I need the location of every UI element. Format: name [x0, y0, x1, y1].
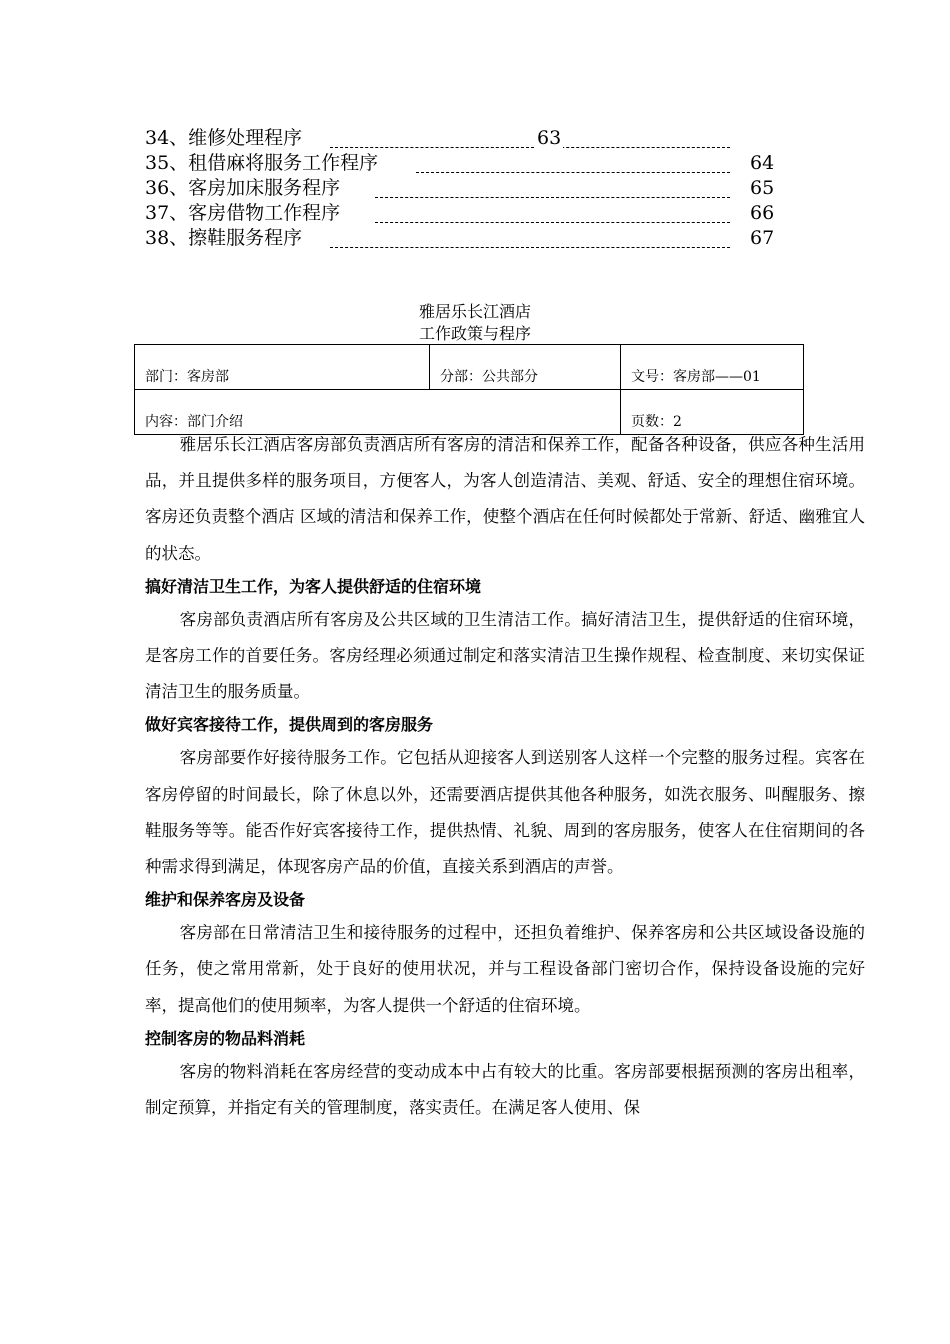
table-of-contents [145, 126, 785, 251]
document-info-table [134, 344, 804, 435]
toc-entry-page: 66 [750, 202, 775, 224]
department-cell: 部门：客房部 [135, 345, 430, 390]
toc-entry[interactable] [145, 176, 785, 201]
subdivision-cell: 分部：公共部分 [430, 345, 621, 390]
toc-entry-page: 65 [750, 177, 775, 199]
toc-leader-dots [330, 247, 730, 248]
toc-entry-label: 36、客房加床服务程序 [145, 176, 344, 201]
toc-leader-dots [375, 222, 730, 223]
toc-leader-dots [330, 147, 730, 148]
section-heading: 做好宾客接待工作，提供周到的客房服务 [145, 715, 434, 735]
section-paragraph: 客房部在日常清洁卫生和接待服务的过程中，还担负着维护、保养客房和公共区域设备设施的任务，使之常用常新，处于良好的使用状况，并与工程设备部门密切合作，保持设备设施的完好率，提高他们的使用频率，为客人提供一个舒适的住宿环境。 [145, 923, 865, 1015]
content-cell: 内容：部门介绍 [135, 390, 621, 435]
toc-entry-page: 67 [750, 227, 775, 249]
page-count-cell: 页数：2 [621, 390, 804, 435]
doc-number-cell: 文号：客房部——01 [621, 345, 804, 390]
section-heading: 控制客房的物品料消耗 [145, 1028, 306, 1048]
toc-entry[interactable] [145, 126, 785, 151]
toc-leader-dots [416, 172, 730, 173]
section-paragraph: 客房的物料消耗在客房经营的变动成本中占有较大的比重。客房部要根据预测的客房出租率，制定预算，并指定有关的管理制度，落实责任。在满足客人使用、保 [145, 1061, 865, 1118]
toc-entry[interactable] [145, 226, 785, 251]
toc-entry[interactable] [145, 151, 785, 176]
toc-entry[interactable] [145, 201, 785, 226]
hotel-name: 雅居乐长江酒店 [418, 302, 531, 321]
section-paragraph: 客房部负责酒店所有客房及公共区域的卫生清洁工作。搞好清洁卫生，提供舒适的住宿环境，是客房工作的首要任务。客房经理必须通过制定和落实清洁卫生操作规程、检查制度、来切实保证清洁卫生的服务质量。 [145, 609, 865, 702]
document-subtitle: 工作政策与程序 [418, 324, 531, 343]
section-paragraph: 客房部要作好接待服务工作。它包括从迎接客人到送别客人这样一个完整的服务过程。宾客在客房停留的时间最长，除了休息以外，还需要酒店提供其他各种服务，如洗衣服务、叫醒服务、擦鞋服务等等。能否作好宾客接待工作，提供热情、礼貌、周到的客房服务，使客人在住宿期间的各种需求得到满足，体现客房产品的价值，直接关系到酒店的声誉。 [145, 748, 865, 877]
toc-entry-label: 37、客房借物工作程序 [145, 201, 344, 226]
intro-paragraph: 雅居乐长江酒店客房部负责酒店所有客房的清洁和保养工作，配备各种设备，供应各种生活用品，并且提供多样的服务项目，方便客人，为客人创造清洁、美观、舒适、安全的理想住宿环境。客房还负责整个酒店 区域的清洁和保养工作，使整个酒店在任何时候都处于常新、舒适、幽雅宜人的状态。 [145, 435, 865, 563]
toc-entry-page: 63 [537, 127, 562, 149]
section-heading: 搞好清洁卫生工作，为客人提供舒适的住宿环境 [145, 576, 482, 596]
toc-entry-page: 64 [750, 152, 775, 174]
section-heading: 维护和保养客房及设备 [145, 890, 306, 910]
toc-entry-label: 35、租借麻将服务工作程序 [145, 151, 382, 176]
toc-entry-label: 38、擦鞋服务程序 [145, 226, 306, 251]
toc-entry-label: 34、维修处理程序 [145, 126, 306, 151]
toc-leader-dots [375, 197, 730, 198]
document-body [145, 427, 865, 1126]
